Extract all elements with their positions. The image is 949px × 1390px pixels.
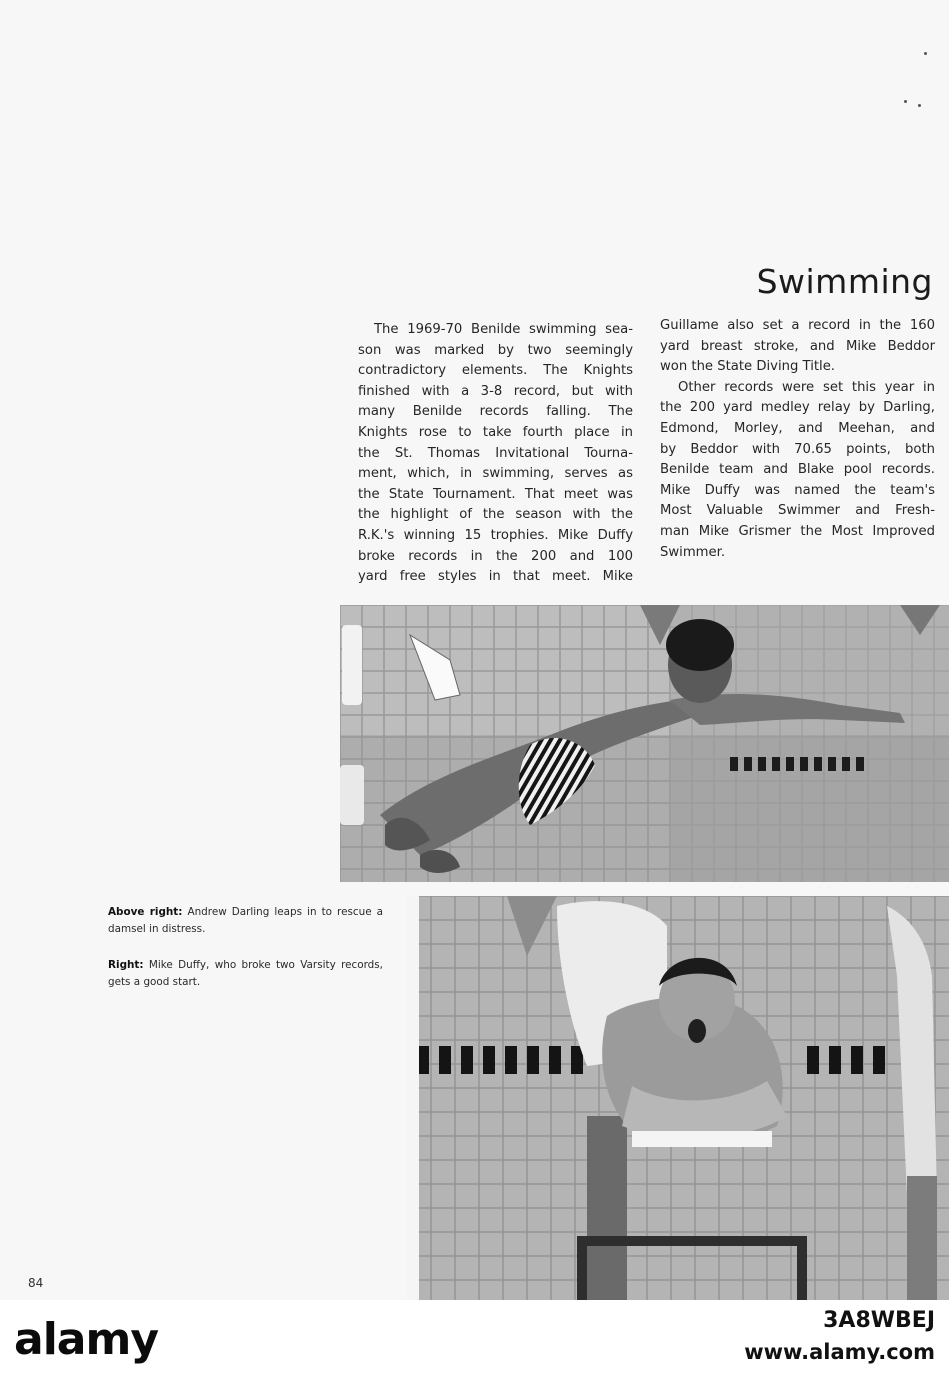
article-line: Benilde team and Blake pool records. bbox=[660, 462, 935, 478]
image-id: 3A8WBEJ bbox=[823, 1308, 935, 1333]
article-line: Mike Duffy was named the team's bbox=[660, 482, 935, 498]
swimmer-illustration bbox=[407, 896, 949, 1300]
diver-photo bbox=[340, 605, 949, 882]
caption-lead: Right: bbox=[108, 959, 144, 971]
article-line: the highlight of the season with the bbox=[358, 507, 633, 523]
article-line: ment, which, in swimming, serves as bbox=[358, 466, 633, 482]
article-title: Swimming bbox=[756, 262, 933, 301]
article-line: broke records in the 200 and 100 bbox=[358, 548, 633, 564]
article-line: Knights rose to take fourth place in bbox=[358, 424, 633, 440]
article-column-2 bbox=[660, 316, 935, 563]
article-line: The 1969-70 Benilde swimming sea- bbox=[374, 322, 633, 337]
photo-caption-above-right bbox=[108, 904, 383, 937]
article-line: the St. Thomas Invitational Tourna- bbox=[358, 445, 633, 461]
article-line: the State Tournament. That meet was bbox=[358, 486, 633, 502]
caption-lead: Above right: bbox=[108, 906, 183, 918]
print-speck bbox=[918, 104, 921, 107]
alamy-logo: alamy bbox=[14, 1314, 158, 1365]
article-line: Edmond, Morley, and Meehan, and bbox=[660, 420, 935, 436]
caption-text: Andrew Darling leaps in to rescue a damsel in distress. bbox=[108, 906, 383, 935]
article-line: Most Valuable Swimmer and Fresh- bbox=[660, 503, 935, 519]
article-line: the 200 yard medley relay by Darling, bbox=[660, 400, 935, 416]
article-line: son was marked by two seemingly bbox=[358, 342, 633, 358]
article-line: many Benilde records falling. The bbox=[358, 404, 633, 420]
photo-caption-right bbox=[108, 957, 383, 990]
article-line: Swimmer. bbox=[660, 544, 726, 560]
article-column-1 bbox=[358, 320, 633, 588]
print-speck bbox=[904, 100, 907, 103]
article-line: by Beddor with 70.65 points, both bbox=[660, 441, 935, 457]
article-line: contradictory elements. The Knights bbox=[358, 363, 633, 379]
article-line: Guillame also set a record in the 160 bbox=[660, 318, 935, 333]
article-line: R.K.'s winning 15 trophies. Mike Duffy bbox=[358, 527, 633, 543]
diver-illustration bbox=[340, 605, 949, 882]
swimmer-start-photo bbox=[407, 896, 949, 1300]
article-line: yard breast stroke, and Mike Beddor bbox=[660, 338, 935, 354]
caption-text: Mike Duffy, who broke two Varsity records, gets a good start. bbox=[108, 959, 383, 988]
print-speck bbox=[924, 52, 927, 55]
website-url: www.alamy.com bbox=[744, 1340, 935, 1364]
article-line: finished with a 3-8 record, but with bbox=[358, 383, 633, 399]
article-line: man Mike Grismer the Most Improved bbox=[660, 523, 935, 539]
page-number: 84 bbox=[28, 1276, 44, 1290]
article-line: yard free styles in that meet. Mike bbox=[358, 569, 633, 585]
article-line: Other records were set this year in bbox=[678, 379, 935, 395]
article-line: won the State Diving Title. bbox=[660, 359, 835, 375]
stock-footer bbox=[0, 1300, 949, 1390]
